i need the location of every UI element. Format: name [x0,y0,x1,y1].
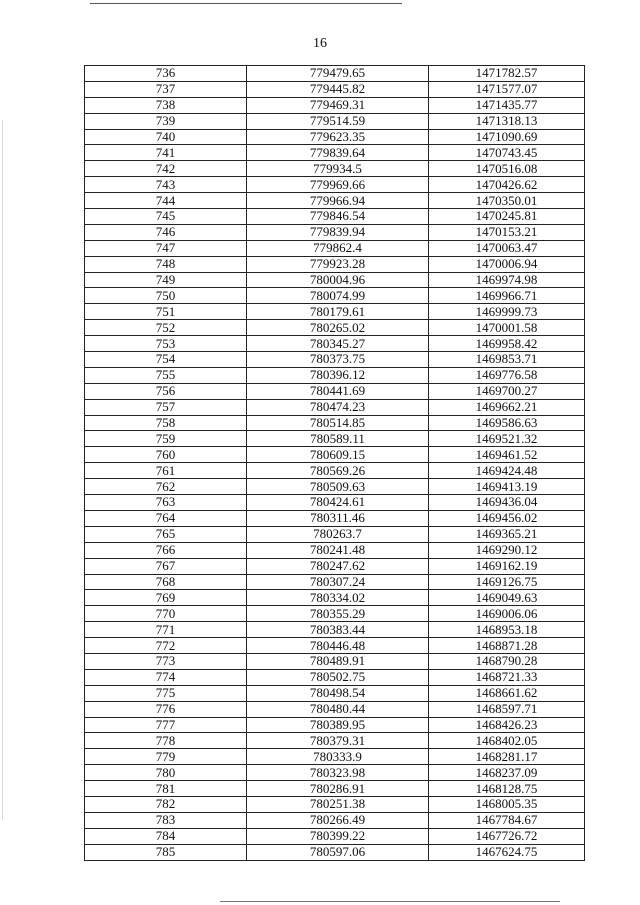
point-number-cell: 744 [85,193,247,209]
x-coordinate-cell: 780074.99 [247,288,429,304]
x-coordinate-cell: 779862.4 [247,240,429,256]
y-coordinate-cell: 1468790.28 [429,653,585,669]
x-coordinate-cell: 780179.61 [247,304,429,320]
table-row [85,606,585,622]
y-coordinate-cell: 1468237.09 [429,765,585,781]
table-row [85,256,585,272]
point-number-cell: 740 [85,129,247,145]
point-number-cell: 769 [85,590,247,606]
y-coordinate-cell: 1467624.75 [429,844,585,860]
point-number-cell: 781 [85,781,247,797]
table-row [85,399,585,415]
y-coordinate-cell: 1469999.73 [429,304,585,320]
y-coordinate-cell: 1470153.21 [429,224,585,240]
table-row [85,161,585,177]
y-coordinate-cell: 1469966.71 [429,288,585,304]
point-number-cell: 762 [85,479,247,495]
x-coordinate-cell: 780265.02 [247,320,429,336]
table-row [85,224,585,240]
y-coordinate-cell: 1470350.01 [429,193,585,209]
x-coordinate-cell: 779469.31 [247,97,429,113]
y-coordinate-cell: 1469162.19 [429,558,585,574]
table-row [85,669,585,685]
table-row [85,304,585,320]
table-row [85,701,585,717]
point-number-cell: 779 [85,749,247,765]
x-coordinate-cell: 780597.06 [247,844,429,860]
x-coordinate-cell: 780514.85 [247,415,429,431]
table-row [85,685,585,701]
x-coordinate-cell: 780399.22 [247,828,429,844]
x-coordinate-cell: 780266.49 [247,812,429,828]
x-coordinate-cell: 779839.64 [247,145,429,161]
y-coordinate-cell: 1469853.71 [429,352,585,368]
y-coordinate-cell: 1469424.48 [429,463,585,479]
table-row [85,526,585,542]
table-row [85,638,585,654]
coordinates-table [84,65,585,861]
y-coordinate-cell: 1469521.32 [429,431,585,447]
y-coordinate-cell: 1470426.62 [429,177,585,193]
x-coordinate-cell: 780509.63 [247,479,429,495]
x-coordinate-cell: 780323.98 [247,765,429,781]
table-row [85,749,585,765]
page-number: 16 [313,36,327,51]
x-coordinate-cell: 780379.31 [247,733,429,749]
point-number-cell: 770 [85,606,247,622]
table-row [85,272,585,288]
table-row [85,320,585,336]
point-number-cell: 785 [85,844,247,860]
y-coordinate-cell: 1468661.62 [429,685,585,701]
x-coordinate-cell: 779445.82 [247,81,429,97]
x-coordinate-cell: 780489.91 [247,653,429,669]
point-number-cell: 780 [85,765,247,781]
table-row [85,574,585,590]
y-coordinate-cell: 1469958.42 [429,336,585,352]
point-number-cell: 764 [85,510,247,526]
point-number-cell: 758 [85,415,247,431]
x-coordinate-cell: 780396.12 [247,367,429,383]
y-coordinate-cell: 1468426.23 [429,717,585,733]
bottom-rule [220,901,560,902]
table-row [85,622,585,638]
x-coordinate-cell: 780446.48 [247,638,429,654]
y-coordinate-cell: 1469662.21 [429,399,585,415]
point-number-cell: 776 [85,701,247,717]
point-number-cell: 777 [85,717,247,733]
y-coordinate-cell: 1470001.58 [429,320,585,336]
table-row [85,812,585,828]
table-row [85,352,585,368]
point-number-cell: 763 [85,495,247,511]
point-number-cell: 756 [85,383,247,399]
point-number-cell: 741 [85,145,247,161]
x-coordinate-cell: 779846.54 [247,209,429,225]
left-margin-line [2,120,3,820]
y-coordinate-cell: 1471782.57 [429,66,585,82]
x-coordinate-cell: 780609.15 [247,447,429,463]
y-coordinate-cell: 1471318.13 [429,113,585,129]
point-number-cell: 766 [85,542,247,558]
y-coordinate-cell: 1469974.98 [429,272,585,288]
point-number-cell: 745 [85,209,247,225]
table-row [85,796,585,812]
point-number-cell: 737 [85,81,247,97]
table-row [85,367,585,383]
x-coordinate-cell: 779934.5 [247,161,429,177]
y-coordinate-cell: 1468128.75 [429,781,585,797]
y-coordinate-cell: 1469126.75 [429,574,585,590]
x-coordinate-cell: 780251.38 [247,796,429,812]
x-coordinate-cell: 780498.54 [247,685,429,701]
point-number-cell: 767 [85,558,247,574]
point-number-cell: 751 [85,304,247,320]
x-coordinate-cell: 780389.95 [247,717,429,733]
x-coordinate-cell: 780247.62 [247,558,429,574]
y-coordinate-cell: 1469776.58 [429,367,585,383]
table-row [85,717,585,733]
top-rule [90,3,402,4]
table-body [85,66,585,861]
y-coordinate-cell: 1471435.77 [429,97,585,113]
table-row [85,193,585,209]
x-coordinate-cell: 779969.66 [247,177,429,193]
point-number-cell: 746 [85,224,247,240]
x-coordinate-cell: 780355.29 [247,606,429,622]
table-row [85,828,585,844]
table-row [85,844,585,860]
x-coordinate-cell: 780589.11 [247,431,429,447]
x-coordinate-cell: 780480.44 [247,701,429,717]
x-coordinate-cell: 780241.48 [247,542,429,558]
x-coordinate-cell: 780424.61 [247,495,429,511]
point-number-cell: 771 [85,622,247,638]
y-coordinate-cell: 1471577.07 [429,81,585,97]
point-number-cell: 783 [85,812,247,828]
table-row [85,240,585,256]
y-coordinate-cell: 1469700.27 [429,383,585,399]
table-row [85,479,585,495]
point-number-cell: 773 [85,653,247,669]
y-coordinate-cell: 1469456.02 [429,510,585,526]
table-row [85,288,585,304]
x-coordinate-cell: 780286.91 [247,781,429,797]
table-row [85,542,585,558]
x-coordinate-cell: 780307.24 [247,574,429,590]
point-number-cell: 760 [85,447,247,463]
y-coordinate-cell: 1470516.08 [429,161,585,177]
point-number-cell: 749 [85,272,247,288]
y-coordinate-cell: 1469436.04 [429,495,585,511]
point-number-cell: 752 [85,320,247,336]
point-number-cell: 761 [85,463,247,479]
table-row [85,145,585,161]
point-number-cell: 750 [85,288,247,304]
x-coordinate-cell: 780474.23 [247,399,429,415]
y-coordinate-cell: 1471090.69 [429,129,585,145]
point-number-cell: 736 [85,66,247,82]
point-number-cell: 748 [85,256,247,272]
x-coordinate-cell: 780383.44 [247,622,429,638]
x-coordinate-cell: 779966.94 [247,193,429,209]
table-row [85,66,585,82]
y-coordinate-cell: 1468281.17 [429,749,585,765]
x-coordinate-cell: 780333.9 [247,749,429,765]
x-coordinate-cell: 779479.65 [247,66,429,82]
point-number-cell: 755 [85,367,247,383]
point-number-cell: 765 [85,526,247,542]
table-row [85,447,585,463]
y-coordinate-cell: 1470006.94 [429,256,585,272]
y-coordinate-cell: 1469413.19 [429,479,585,495]
table-row [85,97,585,113]
y-coordinate-cell: 1468871.28 [429,638,585,654]
table-row [85,383,585,399]
point-number-cell: 774 [85,669,247,685]
point-number-cell: 753 [85,336,247,352]
table-row [85,765,585,781]
y-coordinate-cell: 1470063.47 [429,240,585,256]
y-coordinate-cell: 1469290.12 [429,542,585,558]
table-row [85,209,585,225]
point-number-cell: 782 [85,796,247,812]
x-coordinate-cell: 780263.7 [247,526,429,542]
point-number-cell: 743 [85,177,247,193]
point-number-cell: 759 [85,431,247,447]
y-coordinate-cell: 1469006.06 [429,606,585,622]
x-coordinate-cell: 780502.75 [247,669,429,685]
x-coordinate-cell: 780569.26 [247,463,429,479]
table-row [85,336,585,352]
table-row [85,653,585,669]
point-number-cell: 757 [85,399,247,415]
x-coordinate-cell: 780311.46 [247,510,429,526]
x-coordinate-cell: 779839.94 [247,224,429,240]
x-coordinate-cell: 779923.28 [247,256,429,272]
y-coordinate-cell: 1469461.52 [429,447,585,463]
point-number-cell: 778 [85,733,247,749]
x-coordinate-cell: 779623.35 [247,129,429,145]
table-row [85,495,585,511]
x-coordinate-cell: 780441.69 [247,383,429,399]
table-row [85,558,585,574]
point-number-cell: 775 [85,685,247,701]
table-row [85,431,585,447]
table-row [85,733,585,749]
y-coordinate-cell: 1468597.71 [429,701,585,717]
x-coordinate-cell: 780373.75 [247,352,429,368]
table-row [85,510,585,526]
y-coordinate-cell: 1469365.21 [429,526,585,542]
y-coordinate-cell: 1469049.63 [429,590,585,606]
table-row [85,81,585,97]
point-number-cell: 784 [85,828,247,844]
x-coordinate-cell: 780004.96 [247,272,429,288]
point-number-cell: 768 [85,574,247,590]
y-coordinate-cell: 1469586.63 [429,415,585,431]
point-number-cell: 742 [85,161,247,177]
table-row [85,177,585,193]
table-row [85,590,585,606]
x-coordinate-cell: 780345.27 [247,336,429,352]
y-coordinate-cell: 1467784.67 [429,812,585,828]
y-coordinate-cell: 1470743.45 [429,145,585,161]
table-row [85,129,585,145]
y-coordinate-cell: 1468953.18 [429,622,585,638]
y-coordinate-cell: 1467726.72 [429,828,585,844]
point-number-cell: 738 [85,97,247,113]
point-number-cell: 754 [85,352,247,368]
point-number-cell: 747 [85,240,247,256]
y-coordinate-cell: 1468402.05 [429,733,585,749]
x-coordinate-cell: 779514.59 [247,113,429,129]
table-row [85,113,585,129]
y-coordinate-cell: 1468005.35 [429,796,585,812]
table-row [85,415,585,431]
table-row [85,781,585,797]
y-coordinate-cell: 1468721.33 [429,669,585,685]
point-number-cell: 772 [85,638,247,654]
point-number-cell: 739 [85,113,247,129]
x-coordinate-cell: 780334.02 [247,590,429,606]
table-row [85,463,585,479]
y-coordinate-cell: 1470245.81 [429,209,585,225]
